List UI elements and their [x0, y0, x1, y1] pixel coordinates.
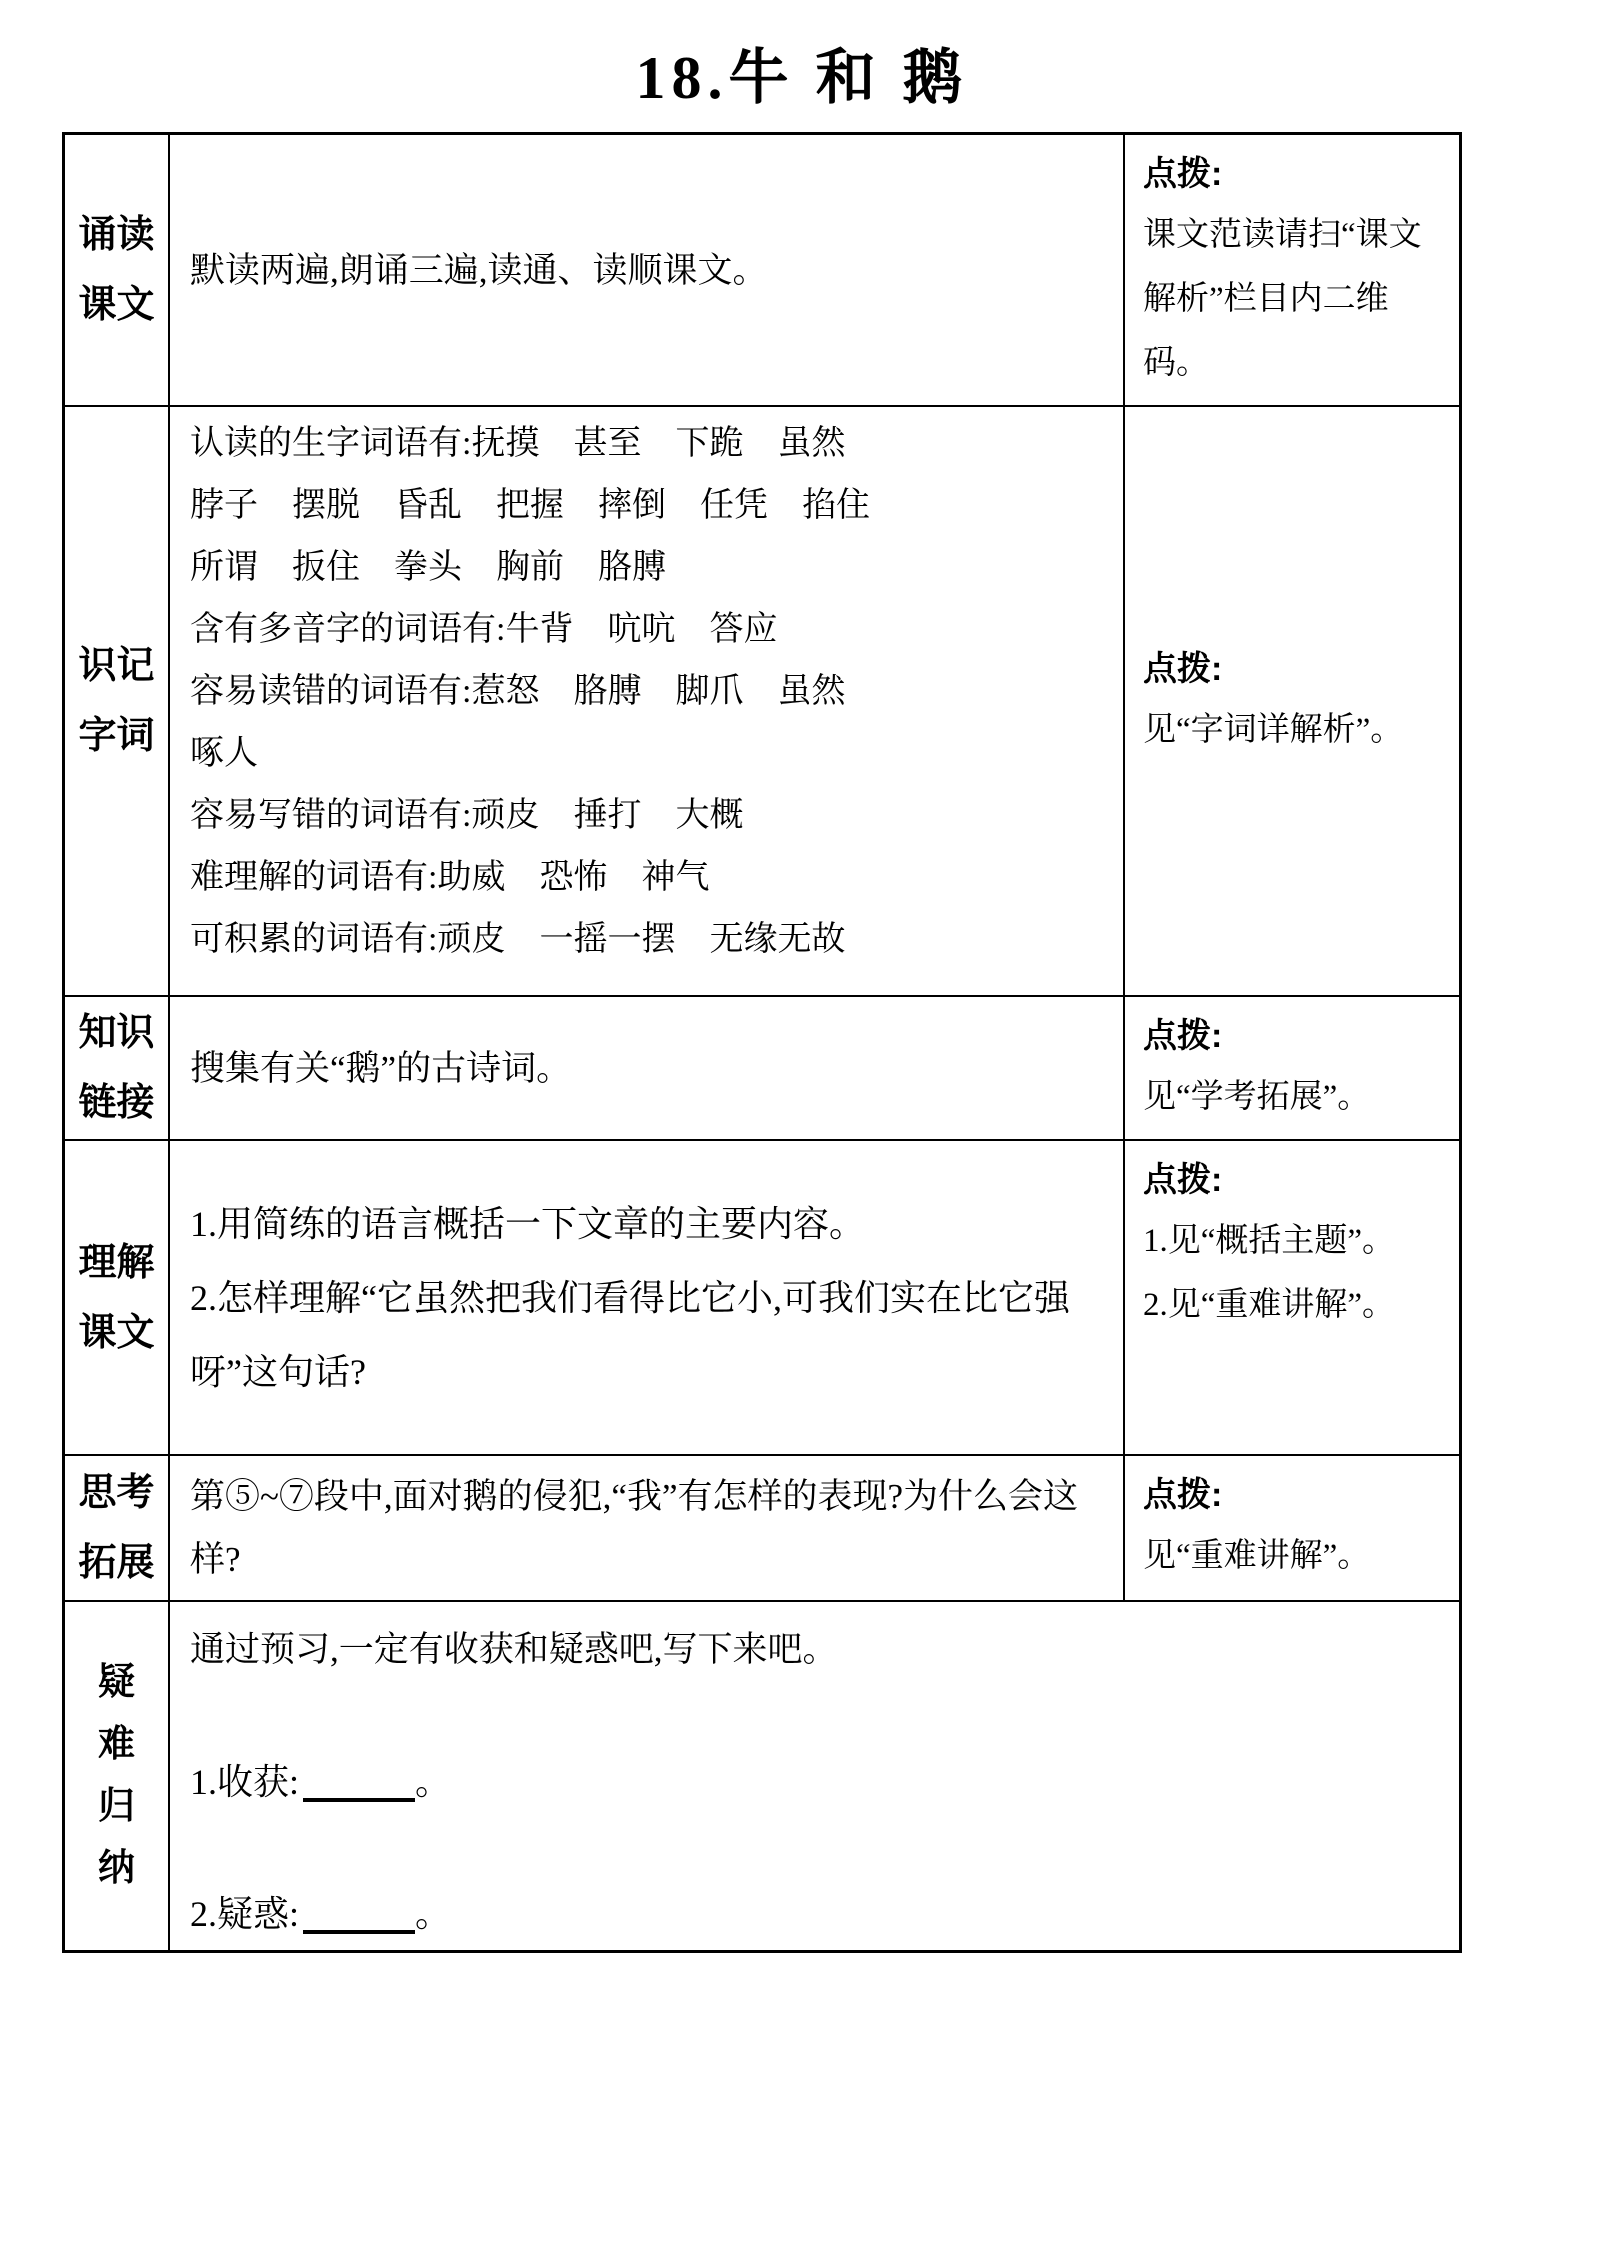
tip-line: 见“字词详解析”。	[1143, 712, 1404, 748]
tip-line: 1.见“概括主题”。	[1143, 1223, 1396, 1259]
row-label-difficulties	[65, 1602, 168, 1950]
content-line: 啄人	[190, 735, 258, 772]
row-label-line: 识记	[78, 645, 155, 687]
row-label-line: 诵读	[78, 214, 155, 256]
tip-line: 见“重难讲解”。	[1143, 1538, 1371, 1574]
tip-title: 点拨:	[1143, 1017, 1223, 1055]
content-line: 脖子 摆脱 昏乱 把握 摔倒 任凭 掐住	[190, 487, 870, 524]
tip-think	[1123, 1456, 1459, 1600]
row-label-line: 链接	[78, 1082, 155, 1124]
table-row-difficulties-summary	[65, 1600, 1459, 1950]
content-line: 含有多音字的词语有:牛背 吭吭 答应	[190, 611, 778, 648]
row-label-line: 字词	[78, 715, 155, 757]
table-row-knowledge-link	[65, 995, 1459, 1139]
content-line: 第⑤~⑦段中,面对鹅的侵犯,“我”有怎样的表现?为什么会这样?	[190, 1477, 1079, 1579]
fill-in-suffix: 。	[415, 1762, 452, 1802]
row-label-line: 知识	[78, 1012, 155, 1054]
content-line: 容易读错的词语有:惹怒 胳膊 脚爪 虽然	[190, 673, 846, 710]
row-content-understand	[168, 1141, 1123, 1454]
tip-knowledge	[1123, 997, 1459, 1139]
table-row-understand-text	[65, 1139, 1459, 1454]
fill-in-suffix: 。	[415, 1894, 452, 1934]
content-line: 可积累的词语有:顽皮 一摇一摆 无缘无故	[190, 921, 846, 958]
study-table	[62, 132, 1462, 1953]
row-label-line: 课文	[78, 1311, 155, 1354]
row-label-line: 纳	[98, 1848, 135, 1889]
content-line: 2.怎样理解“它虽然把我们看得比它小,可我们实在比它强呀”这句话?	[190, 1277, 1070, 1392]
fill-in-prefix: 1.收获:	[190, 1762, 300, 1802]
fill-in-line	[190, 1884, 1439, 1944]
tip-title: 点拨:	[1143, 1161, 1223, 1199]
content-line: 默读两遍,朗诵三遍,读通、读顺课文。	[190, 250, 768, 290]
tip-recite	[1123, 135, 1459, 405]
content-line: 认读的生字词语有:抚摸 甚至 下跪 虽然	[190, 425, 846, 462]
page-title: 18.牛 和 鹅	[635, 45, 969, 111]
table-row-recite-text	[65, 135, 1459, 405]
tip-line: 2.见“重难讲解”。	[1143, 1287, 1396, 1323]
row-label-think	[65, 1456, 168, 1600]
row-label-line: 思考	[78, 1472, 155, 1514]
content-line: 搜集有关“鹅”的古诗词。	[190, 1048, 572, 1088]
tip-memorize	[1123, 407, 1459, 995]
row-label-line: 课文	[78, 284, 155, 326]
row-label-line: 难	[98, 1724, 135, 1765]
row-content-knowledge	[168, 997, 1123, 1139]
row-content-think	[168, 1456, 1123, 1600]
content-line: 通过预习,一定有收获和疑惑吧,写下来吧。	[190, 1630, 838, 1669]
table-row-think-extend	[65, 1454, 1459, 1600]
fill-in-line	[190, 1752, 1439, 1812]
row-label-line: 理解	[78, 1241, 155, 1284]
tip-title: 点拨:	[1143, 650, 1223, 688]
row-label-memorize	[65, 407, 168, 995]
row-label-recite	[65, 135, 168, 405]
tip-title: 点拨:	[1143, 155, 1223, 193]
table-row-memorize-words	[65, 405, 1459, 995]
row-label-knowledge	[65, 997, 168, 1139]
row-label-line: 疑	[98, 1662, 135, 1703]
row-label-understand	[65, 1141, 168, 1454]
content-line: 所谓 扳住 拳头 胸前 胳膊	[190, 549, 666, 586]
row-content-recite	[168, 135, 1123, 405]
content-line: 容易写错的词语有:顽皮 捶打 大概	[190, 797, 744, 834]
answer-blank	[303, 1896, 415, 1934]
row-label-line: 归	[98, 1786, 135, 1827]
tip-understand	[1123, 1141, 1459, 1454]
tip-line: 课文范读请扫“课文解析”栏目内二维码。	[1143, 217, 1422, 381]
row-content-difficulties	[168, 1602, 1459, 1950]
fill-in-prefix: 2.疑惑:	[190, 1894, 300, 1934]
content-line: 难理解的词语有:助威 恐怖 神气	[190, 859, 710, 896]
tip-title: 点拨:	[1143, 1476, 1223, 1514]
answer-blank	[303, 1764, 415, 1802]
tip-line: 见“学考拓展”。	[1143, 1079, 1371, 1115]
row-label-line: 拓展	[78, 1542, 155, 1584]
content-line: 1.用简练的语言概括一下文章的主要内容。	[190, 1203, 866, 1244]
row-content-memorize	[168, 407, 1123, 995]
